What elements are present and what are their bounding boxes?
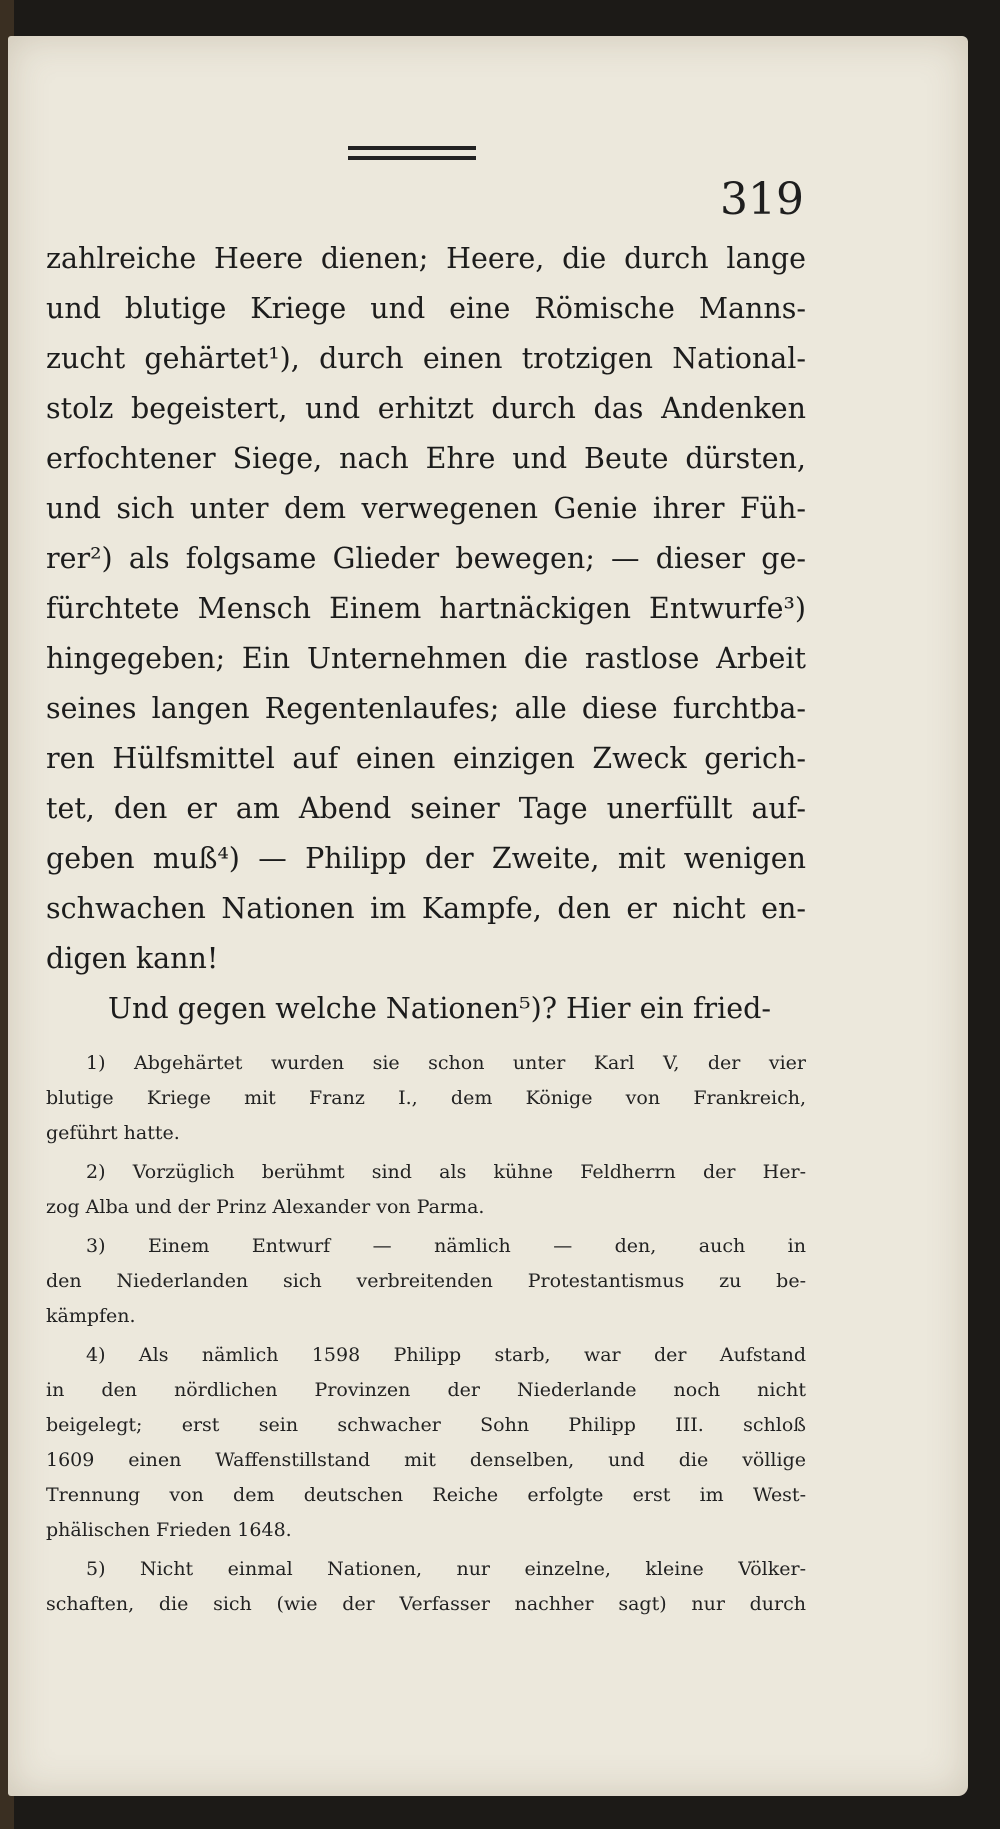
text-line: ren Hülfsmittel auf einen einzigen Zweck gerich-	[46, 742, 806, 775]
text-line: rer²) als folgsame Glieder bewegen; — dieser ge-	[46, 542, 806, 575]
text-line: und sich unter dem verwegenen Genie ihrer Füh-	[46, 492, 806, 525]
text-line: schwachen Nationen im Kampfe, den er nicht en-	[46, 892, 806, 925]
footnote-5	[46, 1552, 806, 1622]
footnote-line: in den nördlichen Provinzen der Niederlande noch nicht	[46, 1379, 806, 1401]
footnote-line: Trennung von dem deutschen Reiche erfolgte erst im West-	[46, 1484, 806, 1506]
text-line: digen kann!	[46, 942, 219, 975]
footnote-4	[46, 1338, 806, 1548]
footnote-line: schaften, die sich (wie der Verfasser nachher sagt) nur durch	[46, 1593, 806, 1615]
main-text	[46, 234, 806, 1034]
footnote-1	[46, 1046, 806, 1151]
footnote-line: 3) Einem Entwurf — nämlich — den, auch in	[86, 1235, 806, 1257]
footnotes	[46, 1046, 806, 1622]
book-page	[8, 36, 968, 1796]
footnote-line: den Niederlanden sich verbreitenden Protestantismus zu be-	[46, 1270, 806, 1292]
text-line: hingegeben; Ein Unternehmen die rastlose Arbeit	[46, 642, 806, 675]
footnote-line: blutige Kriege mit Franz I., dem Könige von Frankreich,	[46, 1087, 806, 1109]
header-rule-second	[348, 156, 476, 160]
text-line: zahlreiche Heere dienen; Heere, die durch lange	[46, 242, 806, 275]
text-line: stolz begeistert, und erhitzt durch das Andenken	[46, 392, 806, 425]
text-line: und blutige Kriege und eine Römische Manns-	[46, 292, 806, 325]
text-line: zucht gehärtet¹), durch einen trotzigen National-	[46, 342, 806, 375]
text-line: tet, den er am Abend seiner Tage unerfüllt auf-	[46, 792, 806, 825]
footnote-3	[46, 1229, 806, 1334]
footnote-line: kämpfen.	[46, 1305, 136, 1327]
footnote-line: 1) Abgehärtet wurden sie schon unter Karl V, der vier	[86, 1052, 806, 1074]
footnote-line: phälischen Frieden 1648.	[46, 1519, 292, 1541]
footnote-line: beigelegt; erst sein schwacher Sohn Philipp III. schloß	[46, 1414, 806, 1436]
text-line: seines langen Regentenlaufes; alle diese furchtba-	[46, 692, 806, 725]
text-line: fürchtete Mensch Einem hartnäckigen Entwurfe³)	[46, 592, 806, 625]
footnote-line: 1609 einen Waffenstillstand mit denselben, und die völlige	[46, 1449, 806, 1471]
text-line: Und gegen welche Nationen⁵)? Hier ein fried-	[108, 992, 771, 1025]
footnote-line: 4) Als nämlich 1598 Philipp starb, war der Aufstand	[86, 1344, 806, 1366]
text-line: geben muß⁴) — Philipp der Zweite, mit wenigen	[46, 842, 806, 875]
footnote-line: geführt hatte.	[46, 1122, 180, 1144]
header-rule	[348, 146, 476, 150]
footnote-2	[46, 1155, 806, 1225]
footnote-line: 5) Nicht einmal Nationen, nur einzelne, kleine Völker-	[86, 1558, 806, 1580]
footnote-line: 2) Vorzüglich berühmt sind als kühne Feldherrn der Her-	[86, 1161, 806, 1183]
text-line: erfochtener Siege, nach Ehre und Beute dürsten,	[46, 442, 806, 475]
footnote-line: zog Alba und der Prinz Alexander von Parma.	[46, 1196, 485, 1218]
page-number: 319	[720, 174, 804, 225]
